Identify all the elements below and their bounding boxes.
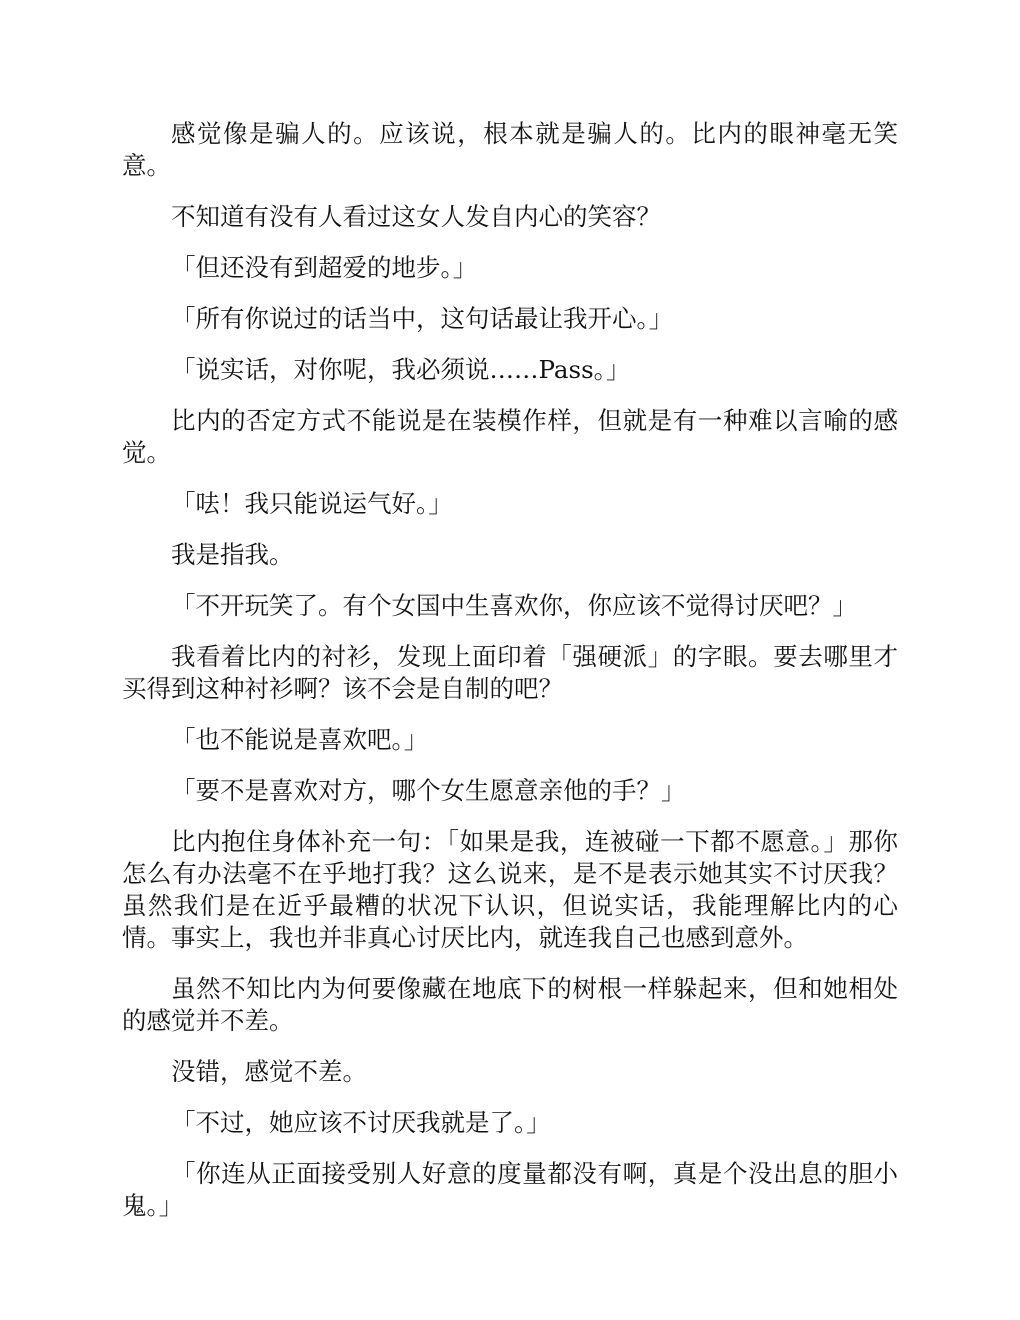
paragraph: 「你连从正面接受别人好意的度量都没有啊，真是个没出息的胆小鬼。」 — [122, 1159, 898, 1220]
paragraph: 虽然不知比内为何要像藏在地底下的树根一样躲起来，但和她相处的感觉并不差。 — [122, 974, 898, 1035]
paragraph: 「但还没有到超爱的地步。」 — [171, 253, 478, 282]
document-page — [122, 118, 898, 1241]
paragraph: 没错，感觉不差。 — [171, 1057, 367, 1086]
paragraph: 我是指我。 — [171, 540, 294, 569]
paragraph: 「不过，她应该不讨厌我就是了。」 — [171, 1108, 551, 1137]
paragraph: 「不开玩笑了。有个女国中生喜欢你，你应该不觉得讨厌吧？」 — [171, 591, 857, 620]
paragraph: 比内抱住身体补充一句：「如果是我，连被碰一下都不愿意。」那你怎么有办法毫不在乎地打我？这么说来，是不是表示她其实不讨厌我？虽然我们是在近乎最糟的状况下认识，但说实话，我能理解比内的心情。事实上，我也并非真心讨厌比内，就连我自己也感到意外。 — [122, 827, 898, 952]
paragraph: 比内的否定方式不能说是在装模作样，但就是有一种难以言喻的感觉。 — [122, 406, 898, 467]
paragraph: 「所有你说过的话当中，这句话最让我开心。」 — [171, 304, 674, 333]
paragraph: 我看着比内的衬衫，发现上面印着「强硬派」的字眼。要去哪里才买得到这种衬衫啊？该不会是自制的吧？ — [122, 642, 898, 703]
paragraph: 感觉像是骗人的。应该说，根本就是骗人的。比内的眼神毫无笑意。 — [122, 119, 898, 180]
paragraph: 「呿！我只能说运气好。」 — [171, 489, 453, 518]
paragraph: 不知道有没有人看过这女人发自内心的笑容？ — [171, 202, 661, 231]
paragraph: 「要不是喜欢对方，哪个女生愿意亲他的手？」 — [171, 776, 686, 805]
paragraph: 「也不能说是喜欢吧。」 — [171, 725, 429, 754]
paragraph: 「说实话，对你呢，我必须说……Pass。」 — [171, 355, 631, 384]
